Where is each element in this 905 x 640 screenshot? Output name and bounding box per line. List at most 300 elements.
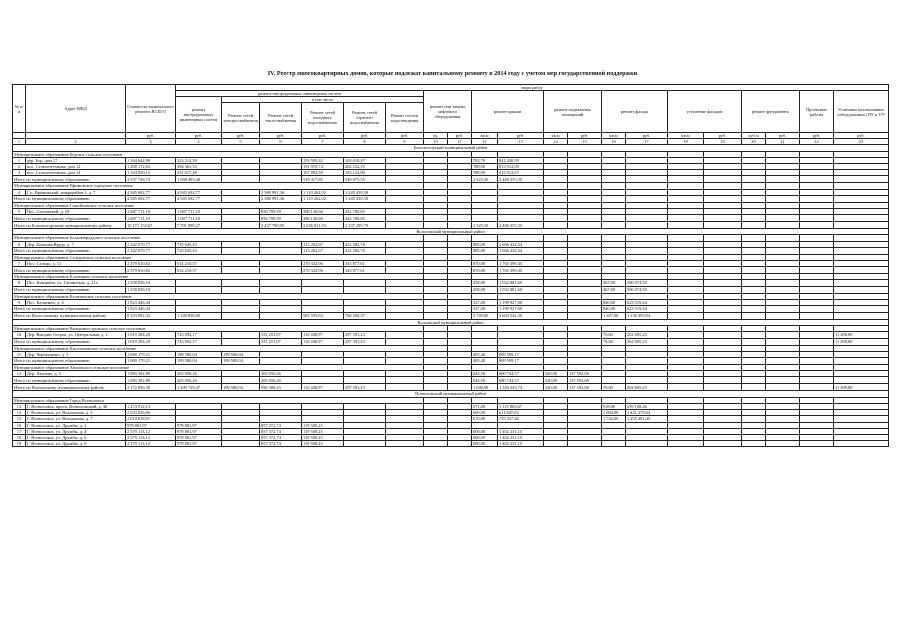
total-value bbox=[544, 358, 568, 365]
row-value: 11 498,80 bbox=[834, 332, 889, 338]
column-number-cell: 20 bbox=[742, 139, 766, 145]
total-value bbox=[834, 286, 889, 293]
total-value bbox=[742, 195, 766, 202]
total-value bbox=[424, 247, 448, 254]
total-value bbox=[800, 195, 834, 202]
total-value: 644,50 bbox=[472, 377, 498, 384]
row-address: Дер. Черноушево, д. 1 bbox=[26, 351, 126, 357]
total-value bbox=[386, 267, 424, 274]
row-address: Г. Всеволожск, ул. Дружбы, д. 8 bbox=[26, 441, 126, 447]
unit-cell: руб. bbox=[498, 133, 544, 139]
total-value bbox=[704, 306, 742, 313]
row-value: 978 881,97 bbox=[176, 428, 222, 434]
row-number: 5 bbox=[13, 209, 26, 215]
district-name: Всеволожский муниципальный район bbox=[13, 391, 889, 397]
total-value bbox=[176, 306, 222, 313]
unit-cell: руб. bbox=[834, 133, 889, 139]
total-value bbox=[260, 176, 302, 183]
column-number-cell: 14 bbox=[544, 139, 568, 145]
row-number: 15 bbox=[13, 416, 26, 422]
total-value bbox=[498, 215, 544, 222]
total-value bbox=[448, 377, 472, 384]
total-value: 519 417,85 bbox=[302, 176, 344, 183]
total-value: 1 550 343,74 bbox=[498, 384, 544, 391]
row-number: 16 bbox=[13, 422, 26, 428]
total-value bbox=[742, 215, 766, 222]
total-value bbox=[222, 377, 260, 384]
total-value bbox=[222, 215, 260, 222]
row-address: Г. Всеволожск, ул. Вокзальная, д. 5 bbox=[26, 410, 126, 416]
total-value bbox=[668, 306, 704, 313]
row-number: 4 bbox=[13, 189, 26, 195]
total-value: 1 765 399,45 bbox=[498, 267, 544, 274]
column-number-cell: 8 bbox=[344, 139, 386, 145]
row-value: 351 017,48 bbox=[176, 170, 222, 176]
total-value: 2 740,00 bbox=[472, 313, 498, 320]
row-value: 2 379 610,82 bbox=[126, 261, 176, 267]
column-number-cell: 12 bbox=[472, 139, 498, 145]
total-value bbox=[668, 313, 704, 320]
municipality-name: Муниципальное образование Большевруддское сельское поселение bbox=[13, 235, 424, 241]
total-value: 549 075,55 bbox=[344, 176, 386, 183]
total-value bbox=[544, 215, 568, 222]
row-address: Пос. Калитино, д. 4 bbox=[26, 299, 126, 305]
total-value bbox=[668, 267, 704, 274]
total-value bbox=[668, 384, 704, 391]
row-value: 623 519,44 bbox=[626, 299, 668, 305]
header-sewer: Ремонт систем водоотведения bbox=[386, 103, 424, 133]
total-value bbox=[766, 377, 800, 384]
row-value: 1 421 379,64 bbox=[626, 410, 668, 416]
row-number: 17 bbox=[13, 428, 26, 434]
total-value: 265 056,26 bbox=[260, 377, 302, 384]
total-value: 388 130,66 bbox=[302, 215, 344, 222]
total-value bbox=[766, 384, 800, 391]
total-value: 735 645,43 bbox=[176, 247, 222, 254]
total-value bbox=[766, 247, 800, 254]
total-value bbox=[704, 338, 742, 345]
header-num: № п/п bbox=[13, 85, 26, 133]
total-value bbox=[176, 286, 222, 293]
column-number-cell: 21 bbox=[766, 139, 800, 145]
total-value bbox=[344, 377, 386, 384]
row-value: 856 799,59 bbox=[260, 209, 302, 215]
unit-cell: кв.м bbox=[668, 133, 704, 139]
total-label: Итого по муниципальному образованию bbox=[13, 377, 126, 384]
total-value bbox=[766, 176, 800, 183]
row-value: 840,00 bbox=[602, 299, 626, 305]
total-value: 766 260,37 bbox=[344, 313, 386, 320]
row-address: пос. Сельхозтехника, дом 12 bbox=[26, 164, 126, 170]
total-value bbox=[424, 377, 448, 384]
row-value: 885,00 bbox=[472, 241, 498, 247]
row-value: 600,00 bbox=[472, 410, 498, 416]
row-value: 191 919,74 bbox=[302, 164, 344, 170]
total-value: 331 251,97 bbox=[260, 338, 302, 345]
row-value: 735 645,43 bbox=[176, 241, 222, 247]
total-value bbox=[766, 195, 800, 202]
total-value bbox=[800, 313, 834, 320]
row-value: 918,00 bbox=[602, 403, 626, 409]
total-value bbox=[386, 358, 424, 365]
total-value bbox=[742, 222, 766, 229]
total-value bbox=[668, 247, 704, 254]
total-value: 1 069 179,21 bbox=[126, 358, 176, 365]
total-value bbox=[602, 176, 626, 183]
total-value bbox=[704, 176, 742, 183]
total-value bbox=[544, 306, 568, 313]
row-value: 137 592,06 bbox=[568, 371, 602, 377]
total-value: 2 325,50 bbox=[472, 176, 498, 183]
row-value: 199 580,04 bbox=[176, 351, 222, 357]
total-value: 2 469 255,35 bbox=[498, 176, 544, 183]
header-basement: ремонт подвальных помещений bbox=[544, 91, 602, 133]
column-number-cell: 23 bbox=[834, 139, 889, 145]
total-value: 265 056,26 bbox=[176, 377, 222, 384]
total-value bbox=[602, 195, 626, 202]
total-value bbox=[800, 377, 834, 384]
table-header bbox=[13, 85, 889, 145]
row-value: 70,60 bbox=[602, 332, 626, 338]
total-value bbox=[834, 313, 889, 320]
municipality-name: Муниципальное образование Ефимовское городское поселение bbox=[13, 183, 424, 189]
total-row bbox=[13, 338, 889, 345]
total-value bbox=[742, 267, 766, 274]
total-value bbox=[260, 306, 302, 313]
total-value bbox=[704, 286, 742, 293]
municipality-name: Муниципальное образование Калитинское сельское поселение bbox=[13, 293, 424, 299]
total-value: 596 308,23 bbox=[260, 384, 302, 391]
row-number: 19 bbox=[13, 441, 26, 447]
total-value bbox=[602, 215, 626, 222]
row-value: 857 372,74 bbox=[260, 434, 302, 440]
total-value: 1 119 262,02 bbox=[302, 195, 344, 202]
total-value bbox=[472, 338, 498, 345]
total-label: Итого по муниципальному образованию bbox=[13, 176, 126, 183]
total-value bbox=[704, 215, 742, 222]
row-value: 1 402 231,15 bbox=[498, 428, 544, 434]
row-value: 297 391,23 bbox=[344, 332, 386, 338]
total-value: 4 945 692,77 bbox=[176, 195, 222, 202]
total-value bbox=[222, 286, 260, 293]
total-value bbox=[626, 267, 668, 274]
total-value bbox=[766, 313, 800, 320]
row-value: 1 208 172,63 bbox=[126, 164, 176, 170]
row-value: 1 069 179,21 bbox=[126, 351, 176, 357]
column-number-cell: 17 bbox=[626, 139, 668, 145]
row-address: дер. Бор, дом 17 bbox=[26, 157, 126, 163]
header-engineering: ремонт внутридомовых инженерных систем bbox=[176, 91, 424, 97]
total-value: 1 019 284,20 bbox=[126, 338, 176, 345]
total-value: 1 687 711,10 bbox=[176, 215, 222, 222]
total-value bbox=[448, 215, 472, 222]
row-value bbox=[626, 441, 668, 447]
total-value: 70,60 bbox=[602, 384, 626, 391]
header-address: Адрес МКД bbox=[26, 85, 126, 133]
total-value: 137 592,06 bbox=[568, 377, 602, 384]
total-row bbox=[13, 377, 889, 384]
header-cost: Стоимость капитального ремонта ВСЕГО bbox=[126, 85, 176, 133]
total-value bbox=[424, 267, 448, 274]
total-value bbox=[424, 358, 448, 365]
total-value: 8 103 892,33 bbox=[126, 313, 176, 320]
total-value bbox=[424, 222, 448, 229]
unit-cell: руб. bbox=[800, 133, 834, 139]
total-value bbox=[766, 222, 800, 229]
row-address: Г. Всеволожск, просп. Всеволожский, д. 30 bbox=[26, 403, 126, 409]
header-heat: Ремонт сетей теплоснабжения bbox=[260, 103, 302, 133]
total-value: 137 592,06 bbox=[568, 384, 602, 391]
total-value bbox=[766, 286, 800, 293]
total-value bbox=[800, 306, 834, 313]
total-value bbox=[742, 286, 766, 293]
row-value: 270 332,96 bbox=[302, 261, 344, 267]
municipality-name: Муниципальное образование Клопицкое сельское поселение bbox=[13, 274, 424, 280]
row-value: 183 124,89 bbox=[344, 170, 386, 176]
total-value: 467,00 bbox=[602, 286, 626, 293]
total-value bbox=[386, 338, 424, 345]
total-value bbox=[766, 306, 800, 313]
row-value: 2 580 991,36 bbox=[260, 189, 302, 195]
row-value: 1 765 399,45 bbox=[498, 261, 544, 267]
total-value: 7 701 898,27 bbox=[176, 222, 222, 229]
row-value: 359 108,46 bbox=[626, 403, 668, 409]
row-address: Пос. Сельцо, д. 11 bbox=[26, 261, 126, 267]
row-value: 1 687 711,10 bbox=[176, 209, 222, 215]
total-value bbox=[800, 358, 834, 365]
row-value: 388 130,66 bbox=[302, 209, 344, 215]
total-label: Итого по муниципальному образованию bbox=[13, 215, 126, 222]
municipality-name: Муниципальное образование Город Всеволожск bbox=[13, 397, 424, 403]
total-value bbox=[704, 313, 742, 320]
row-address: Дер. Хвалово, д. 5 bbox=[26, 371, 126, 377]
row-value bbox=[800, 441, 834, 447]
row-value bbox=[704, 441, 742, 447]
row-value: 571,00 bbox=[472, 403, 498, 409]
row-number: 2 bbox=[13, 164, 26, 170]
district-name: Волосовский муниципальный район bbox=[13, 229, 889, 235]
total-value bbox=[222, 313, 260, 320]
column-number-cell: 22 bbox=[800, 139, 834, 145]
row-address: Г. Всеволожск, ул. Дружбы, д. 4 bbox=[26, 428, 126, 434]
row-number: 10 bbox=[13, 332, 26, 338]
row-value: 743 092,17 bbox=[176, 332, 222, 338]
total-value bbox=[568, 267, 602, 274]
column-number-cell: 18 bbox=[668, 139, 704, 145]
column-number-cell: 6 bbox=[260, 139, 302, 145]
total-value bbox=[222, 195, 260, 202]
total-value bbox=[544, 313, 568, 320]
total-value: 262 695,23 bbox=[626, 384, 668, 391]
total-label: Итого по Волосовскому муниципальному району bbox=[13, 313, 126, 320]
row-value: 1 164 930,15 bbox=[126, 170, 176, 176]
total-value: 885,00 bbox=[472, 247, 498, 254]
municipality-name: Муниципальное образование Сельцовское сельское поселение bbox=[13, 254, 424, 260]
row-value: 262 695,23 bbox=[626, 332, 668, 338]
row-value: 159 595,42 bbox=[302, 157, 344, 163]
total-value: 614 210,57 bbox=[176, 267, 222, 274]
total-value bbox=[424, 306, 448, 313]
row-value: 527,00 bbox=[472, 299, 498, 305]
total-value: 343 877,61 bbox=[344, 267, 386, 274]
row-address: Г. Всеволожск, ул. Вокзальная, д. 7 bbox=[26, 416, 126, 422]
column-number-cell: 16 bbox=[602, 139, 626, 145]
total-value: 2 580 991,36 bbox=[260, 195, 302, 202]
row-value: 978 881,97 bbox=[126, 422, 176, 428]
row-value: 2 379 113,12 bbox=[126, 434, 176, 440]
row-address: Пос. Сагоньевой, д. 29 bbox=[26, 209, 126, 215]
table-row bbox=[13, 441, 889, 447]
row-value: 202 232,19 bbox=[344, 164, 386, 170]
total-value bbox=[742, 358, 766, 365]
total-value: 1 032 881,60 bbox=[498, 286, 544, 293]
unit-cell: руб. bbox=[386, 133, 424, 139]
total-row bbox=[13, 247, 889, 254]
total-row bbox=[13, 384, 889, 391]
row-value: 978 881,97 bbox=[176, 422, 222, 428]
row-value: 2 379 113,12 bbox=[126, 441, 176, 447]
unit-cell: руб. bbox=[126, 133, 176, 139]
total-value bbox=[704, 247, 742, 254]
total-value bbox=[742, 338, 766, 345]
header-eng-total: ремонт внутридомовых инженерных систем bbox=[176, 97, 222, 133]
total-value: 116 448,97 bbox=[302, 338, 344, 345]
unit-cell: кв.м bbox=[544, 133, 568, 139]
total-row bbox=[13, 267, 889, 274]
column-number-cell: 13 bbox=[498, 139, 544, 145]
row-value: 978 881,97 bbox=[176, 434, 222, 440]
total-value bbox=[704, 377, 742, 384]
unit-cell: ед. bbox=[424, 133, 448, 139]
row-value: 1 402 231,15 bbox=[498, 434, 544, 440]
row-value: 2 010 818,91 bbox=[126, 416, 176, 422]
row-address: Г. Всеволожск, ул. Дружбы, д. 6 bbox=[26, 434, 126, 440]
total-value bbox=[424, 338, 448, 345]
total-label: Итого по муниципальному образованию bbox=[13, 195, 126, 202]
header-roof: ремонт крыши bbox=[472, 91, 544, 133]
header-works: виды работ bbox=[176, 85, 889, 91]
unit-cell: куб.м bbox=[742, 133, 766, 139]
row-value: 265 056,26 bbox=[260, 371, 302, 377]
row-value: 869 599,17 bbox=[498, 351, 544, 357]
column-number-cell: 7 bbox=[302, 139, 344, 145]
unit-cell: руб. bbox=[302, 133, 344, 139]
total-value bbox=[800, 286, 834, 293]
total-value bbox=[568, 176, 602, 183]
header-meters: Установка коллективных (общедомовых) ПУ и УУ bbox=[834, 91, 889, 133]
total-value bbox=[668, 222, 704, 229]
total-value: 1 209 728,47 bbox=[176, 384, 222, 391]
row-value: 119 509,23 bbox=[302, 422, 344, 428]
total-value bbox=[800, 267, 834, 274]
row-value: 670,00 bbox=[472, 416, 498, 422]
row-value: 2 342 079,77 bbox=[126, 241, 176, 247]
total-value: 1 130 493,94 bbox=[626, 313, 668, 320]
total-value bbox=[544, 286, 568, 293]
row-number: 6 bbox=[13, 241, 26, 247]
total-value bbox=[626, 247, 668, 254]
row-value: 813 912,67 bbox=[498, 170, 544, 176]
unit-cell: руб. bbox=[344, 133, 386, 139]
row-value: 331 251,97 bbox=[260, 332, 302, 338]
total-label: Итого по муниципальному образованию bbox=[13, 247, 126, 254]
row-value: 857 372,74 bbox=[260, 441, 302, 447]
row-value: 870,00 bbox=[472, 261, 498, 267]
total-value bbox=[448, 358, 472, 365]
total-value: 1 245 439,39 bbox=[344, 195, 386, 202]
total-value bbox=[544, 176, 568, 183]
row-value bbox=[544, 441, 568, 447]
row-value: 163 618,47 bbox=[344, 157, 386, 163]
unit-cell: кв.м bbox=[602, 133, 626, 139]
total-value: 527,00 bbox=[472, 306, 498, 313]
total-value bbox=[800, 247, 834, 254]
column-number-cell: 1 bbox=[13, 139, 26, 145]
total-label: Итого по Бокситогорскому муниципальному району bbox=[13, 222, 126, 229]
total-value bbox=[386, 377, 424, 384]
registry-table bbox=[12, 84, 889, 447]
total-value bbox=[448, 338, 472, 345]
total-value: 1 558 836,10 bbox=[126, 286, 176, 293]
total-value bbox=[742, 384, 766, 391]
unit-cell: руб. bbox=[448, 133, 472, 139]
row-value: 780,90 bbox=[472, 164, 498, 170]
total-value bbox=[448, 267, 472, 274]
total-label: Итого по муниципальному образованию bbox=[13, 286, 126, 293]
row-number: 9 bbox=[13, 299, 26, 305]
total-value bbox=[498, 195, 544, 202]
row-number: 11 bbox=[13, 351, 26, 357]
total-value: 1 687 711,10 bbox=[126, 215, 176, 222]
total-value: 1 606 434,34 bbox=[498, 247, 544, 254]
total-value bbox=[386, 313, 424, 320]
row-value bbox=[568, 441, 602, 447]
total-label: Итого по муниципальному образованию bbox=[13, 306, 126, 313]
total-value bbox=[602, 377, 626, 384]
total-value: 5 604 542,39 bbox=[498, 313, 544, 320]
row-number: 8 bbox=[13, 280, 26, 286]
total-value bbox=[834, 222, 889, 229]
total-value: 743 092,17 bbox=[176, 338, 222, 345]
header-insulation: утепление фасадов bbox=[668, 91, 742, 133]
total-value: 458,00 bbox=[472, 286, 498, 293]
row-value: 978 881,97 bbox=[176, 441, 222, 447]
municipality-name: Муниципальное образование Самойловское сельское поселение bbox=[13, 202, 424, 208]
total-value bbox=[472, 215, 498, 222]
total-value bbox=[766, 338, 800, 345]
total-value: 840,00 bbox=[602, 306, 626, 313]
total-value: 2 469 255,35 bbox=[498, 222, 544, 229]
total-value bbox=[742, 313, 766, 320]
total-value bbox=[626, 358, 668, 365]
total-value bbox=[424, 176, 448, 183]
table-body bbox=[13, 145, 889, 447]
total-value bbox=[222, 222, 260, 229]
total-value bbox=[800, 215, 834, 222]
row-value: 4 945 692,77 bbox=[176, 189, 222, 195]
total-value: 116 448,97 bbox=[302, 384, 344, 391]
total-label: Итого по муниципальному образованию bbox=[13, 338, 126, 345]
total-row bbox=[13, 222, 889, 229]
row-value: 1 119 262,02 bbox=[302, 189, 344, 195]
header-facade: ремонт фасада bbox=[602, 91, 668, 133]
row-value: 343 877,61 bbox=[344, 261, 386, 267]
row-value: 405,40 bbox=[472, 351, 498, 357]
total-value: 623 519,44 bbox=[626, 306, 668, 313]
row-value: 467,00 bbox=[602, 280, 626, 286]
row-value: 1 474 912,13 bbox=[126, 403, 176, 409]
total-value: 3 172 856,30 bbox=[126, 384, 176, 391]
